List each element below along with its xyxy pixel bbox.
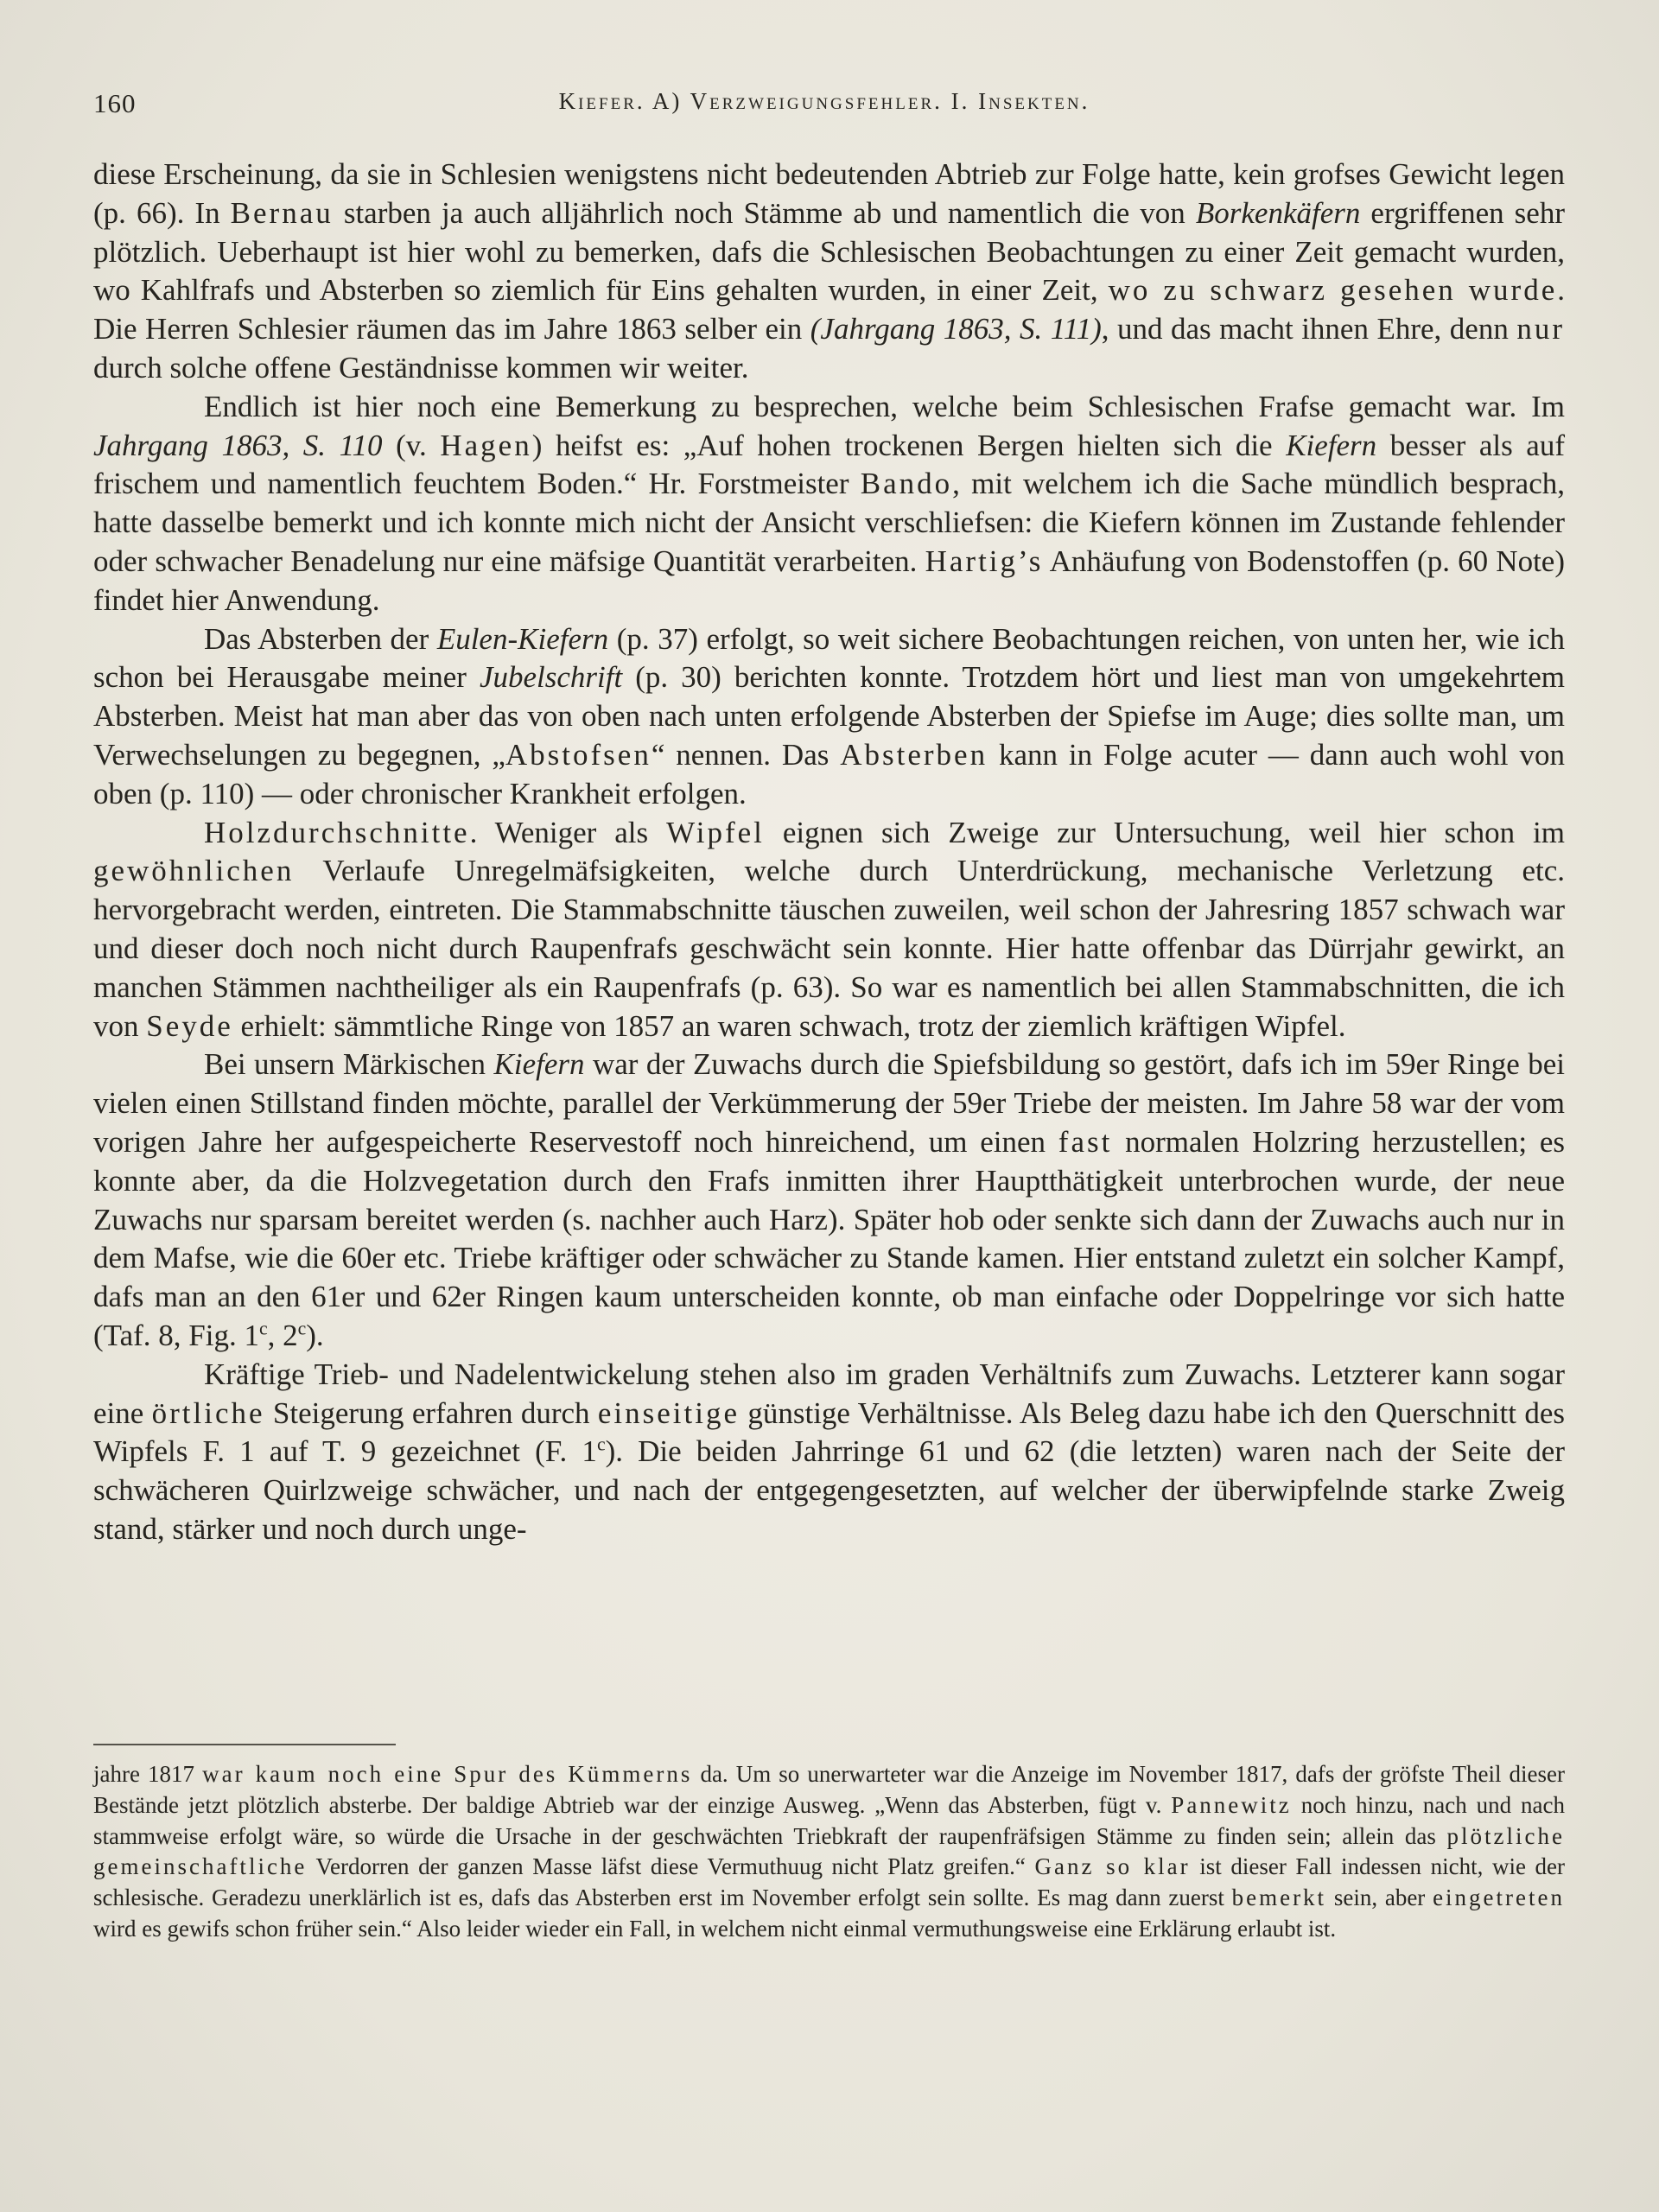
page-number: 160 [93,88,137,118]
superscript: c [596,1433,606,1455]
page-header [93,83,1555,126]
footnote-paragraph [93,1759,1565,1945]
text-run: . Die Herren Schlesier räumen das im Jahre 1863 selber ein [93,273,1565,346]
italic-emphasis: Kiefern [1286,428,1377,462]
italic-emphasis: Jubelschrift [479,660,623,695]
spaced-emphasis: Absterben [840,737,988,772]
spaced-emphasis: Bando [860,467,953,501]
spaced-emphasis: fast [1058,1124,1113,1159]
spaced-emphasis: wo zu schwarz gesehen wurde [1108,273,1558,308]
italic-emphasis: Eulen-Kiefern [436,621,609,656]
spaced-emphasis: Wipfel [666,815,765,849]
spaced-emphasis: einseitige [597,1395,740,1430]
text-run: ). [306,1318,324,1352]
text-run: (v. [382,428,441,462]
spaced-emphasis: nur [1516,312,1565,346]
spaced-emphasis: Ganz so klar [1034,1853,1191,1880]
text-run: starben ja auch alljährlich noch Stämme ab und namentlich die von [333,195,1196,230]
text-run: normalen Holzring herzustellen; es konnte aber, da die Holzvegetation durch den Frafs inmitten ihrer Hauptthätigkeit unterbrochen wurde, der neue Zuwachs nur sparsam bereitet werden (s. nachher auch Harz). Später hob oder senkte sich dann der Zuwachs auch nur in dem Mafse, wie die 60er etc. Triebe kräftiger oder schwächer zu Stande kamen. Hier entstand zuletzt ein solcher Kampf, dafs man an den 61er und 62er Ringen kaum unterscheiden konnte, ob man einfache oder Doppelringe vor sich hatte (Taf. 8, Fig. 1 [93,1124,1566,1352]
text-run: jahre 1817 [93,1761,203,1787]
spaced-emphasis: plötzliche gemeinschaftliche [93,1822,1565,1880]
text-run: (p. 37) erfolgt, so weit sichere Beobachtungen reichen, von unten her, wie ich schon bei Herausgabe meiner [93,621,1565,695]
paragraph [93,814,1565,1046]
spaced-emphasis: Abstofsen [505,737,652,772]
text-run: besser als auf frischem und namentlich feuchtem Boden.“ Hr. Forstmeister [93,428,1565,501]
text-run: Kräftige Trieb- und Nadelentwickelung stehen also im graden Verhältnifs zum Zuwachs. Letzterer kann sogar eine [93,1357,1565,1430]
text-run: da. Um so unerwarteter war die Anzeige im November 1817, dafs der gröfste Theil dieser Bestände jetzt plötzlich absterbe. Der baldige Abtrieb war der einzige Ausweg. „Wenn das Absterben, fügt v. [93,1761,1565,1818]
text-run: durch solche offene Geständnisse kommen wir weiter. [93,350,749,385]
text-run: (p. 30) berichten konnte. Trotzdem hört und liest man von umgekehrtem Absterben. Meist hat man aber das von oben nach unten erfolgende Absterben der Spiefse im Auge; dies sollte man, um Verwechselungen zu begegnen, „ [93,660,1565,772]
text-run: erhielt: sämmtliche Ringe von 1857 an waren schwach, trotz der ziemlich kräftigen Wipfel. [232,1008,1346,1043]
paragraph [93,156,1565,388]
paragraph [93,388,1565,620]
text-run: sein, aber [1326,1885,1433,1911]
spaced-emphasis: bemerkt [1231,1885,1327,1911]
running-head: Kiefer. A) Verzweigungsfehler. I. Insekten. [558,88,1090,114]
text-run: Bei unsern Märkischen [204,1047,494,1082]
text-run: ist dieser Fall indessen nicht, wie der schlesische. Geradezu unerklärlich ist es, dafs das Absterben erst im November erfolgt sein sollte. Es mag dann zuerst [93,1853,1566,1911]
spaced-emphasis: Pannewitz [1171,1791,1292,1818]
text-run: , mit welchem ich die Sache mündlich besprach, hatte dasselbe bemerkt und ich konnte mich nicht der Ansicht verschliefsen: die Kiefern können im Zustande fehlender oder schwacher Benadelung nur eine mäfsige Quantität verarbeiten. [93,467,1565,578]
text-run: . Weniger als [469,815,667,849]
text-run: , 2 [267,1318,298,1352]
text-run: ergriffenen sehr plötzlich. Ueberhaupt ist hier wohl zu bemerken, dafs die Schlesischen Beobachtungen zu einer Zeit gemacht wurden, wo Kahlfrafs und Absterben so ziemlich für Eins gehalten wurden, in einer Zeit, [93,195,1565,308]
text-run: “ nennen. Das [651,737,841,772]
paragraph [93,1356,1565,1549]
text-run: noch hinzu, nach und nach stammweise erfolgt wäre, so würde die Ursache in der geschwächten Triebkraft der raupenfräfsigen Stämme zu finden sein; allein das [93,1791,1565,1849]
text-run: kann in Folge acuter — dann auch wohl von oben (p. 110) — oder chronischer Krankheit erfolgen. [93,737,1565,810]
superscript: c [297,1318,307,1339]
spaced-emphasis: Bernau [230,195,334,230]
text-run: Steigerung erfahren durch [264,1395,598,1430]
paragraph [93,620,1565,814]
footnote [93,1759,1565,1945]
spaced-emphasis: Seyde [146,1008,233,1043]
text-run: Verdorren der ganzen Masse läfst diese Vermuthuug nicht Platz greifen.“ [307,1853,1035,1880]
spaced-emphasis: Holzdurchschnitte [204,815,470,849]
text-run: günstige Verhältnisse. Als Beleg dazu habe ich den Querschnitt des Wipfels F. 1 auf T. 9 gezeichnet (F. 1 [93,1395,1566,1469]
footnote-divider [93,1744,396,1745]
text-run: , und das macht ihnen Ehre, denn [1101,312,1517,346]
spaced-emphasis: Hagen [440,428,532,462]
paragraph [93,1046,1565,1355]
italic-emphasis: Borkenkäfern [1195,195,1361,230]
text-run: Anhäufung von Bodenstoffen (p. 60 Note) findet hier Anwendung. [93,543,1565,617]
superscript: c [258,1318,268,1339]
text-run: Verlaufe Unregelmäfsigkeiten, welche durch Unterdrückung, mechanische Verletzung etc. hervorgebracht werden, eintreten. Die Stammabschnitte täuschen zuweilen, weil schon der Jahresring 1857 schwach war und dieser doch noch nicht durch Raupenfrafs geschwächt sein konnte. Hier hatte offenbar das Dürrjahr gewirkt, an manchen Stämmen nachtheiliger als ein Raupenfrafs (p. 63). So war es namentlich bei allen Stammabschnitten, die ich von [93,854,1565,1043]
spaced-emphasis: war kaum noch eine Spur des Kümmerns [202,1761,693,1787]
spaced-emphasis: gewöhnlichen [93,854,295,888]
spaced-emphasis: Hartig’s [925,543,1044,578]
italic-emphasis: Kiefern [493,1047,585,1082]
text-run: ) heifst es: „Auf hohen trockenen Bergen hielten sich die [531,428,1287,462]
italic-emphasis: Jahrgang 1863, S. 110 [93,428,383,462]
text-run: diese Erscheinung, da sie in Schlesien wenigstens nicht bedeutenden Abtrieb zur Folge hatte, kein grofses Gewicht legen (p. 66). In [93,157,1565,230]
text-run: Endlich ist hier noch eine Bemerkung zu besprechen, welche beim Schlesischen Frafse gemacht war. Im [204,389,1565,423]
text-run: war der Zuwachs durch die Spiefsbildung so gestört, dafs ich im 59er Ringe bei vielen einen Stillstand finden möchte, parallel der Verkümmerung der 59er Triebe der meisten. Im Jahre 58 war der vom vorigen Jahre her aufgespeicherte Reservestoff noch hinreichend, um einen [93,1047,1565,1159]
text-run: ). Die beiden Jahrringe 61 und 62 (die letzten) waren nach der Seite der schwächeren Quirlzweige schwächer, und nach der entgegengesetzten, auf welcher der überwipfelnde starke Zweig stand, stärker und noch durch unge- [93,1434,1565,1546]
text-run: wird es gewifs schon früher sein.“ Also leider wieder ein Fall, in welchem nicht einmal vermuthungsweise eine Erklärung erlaubt ist. [93,1915,1337,1942]
spaced-emphasis: eingetreten [1433,1885,1565,1911]
body-text [93,156,1565,1549]
text-run: eignen sich Zweige zur Untersuchung, weil hier schon im [764,815,1565,849]
spaced-emphasis: örtliche [151,1395,265,1430]
text-run: Das Absterben der [204,621,437,656]
italic-emphasis: (Jahrgang 1863, S. 111) [810,312,1102,346]
